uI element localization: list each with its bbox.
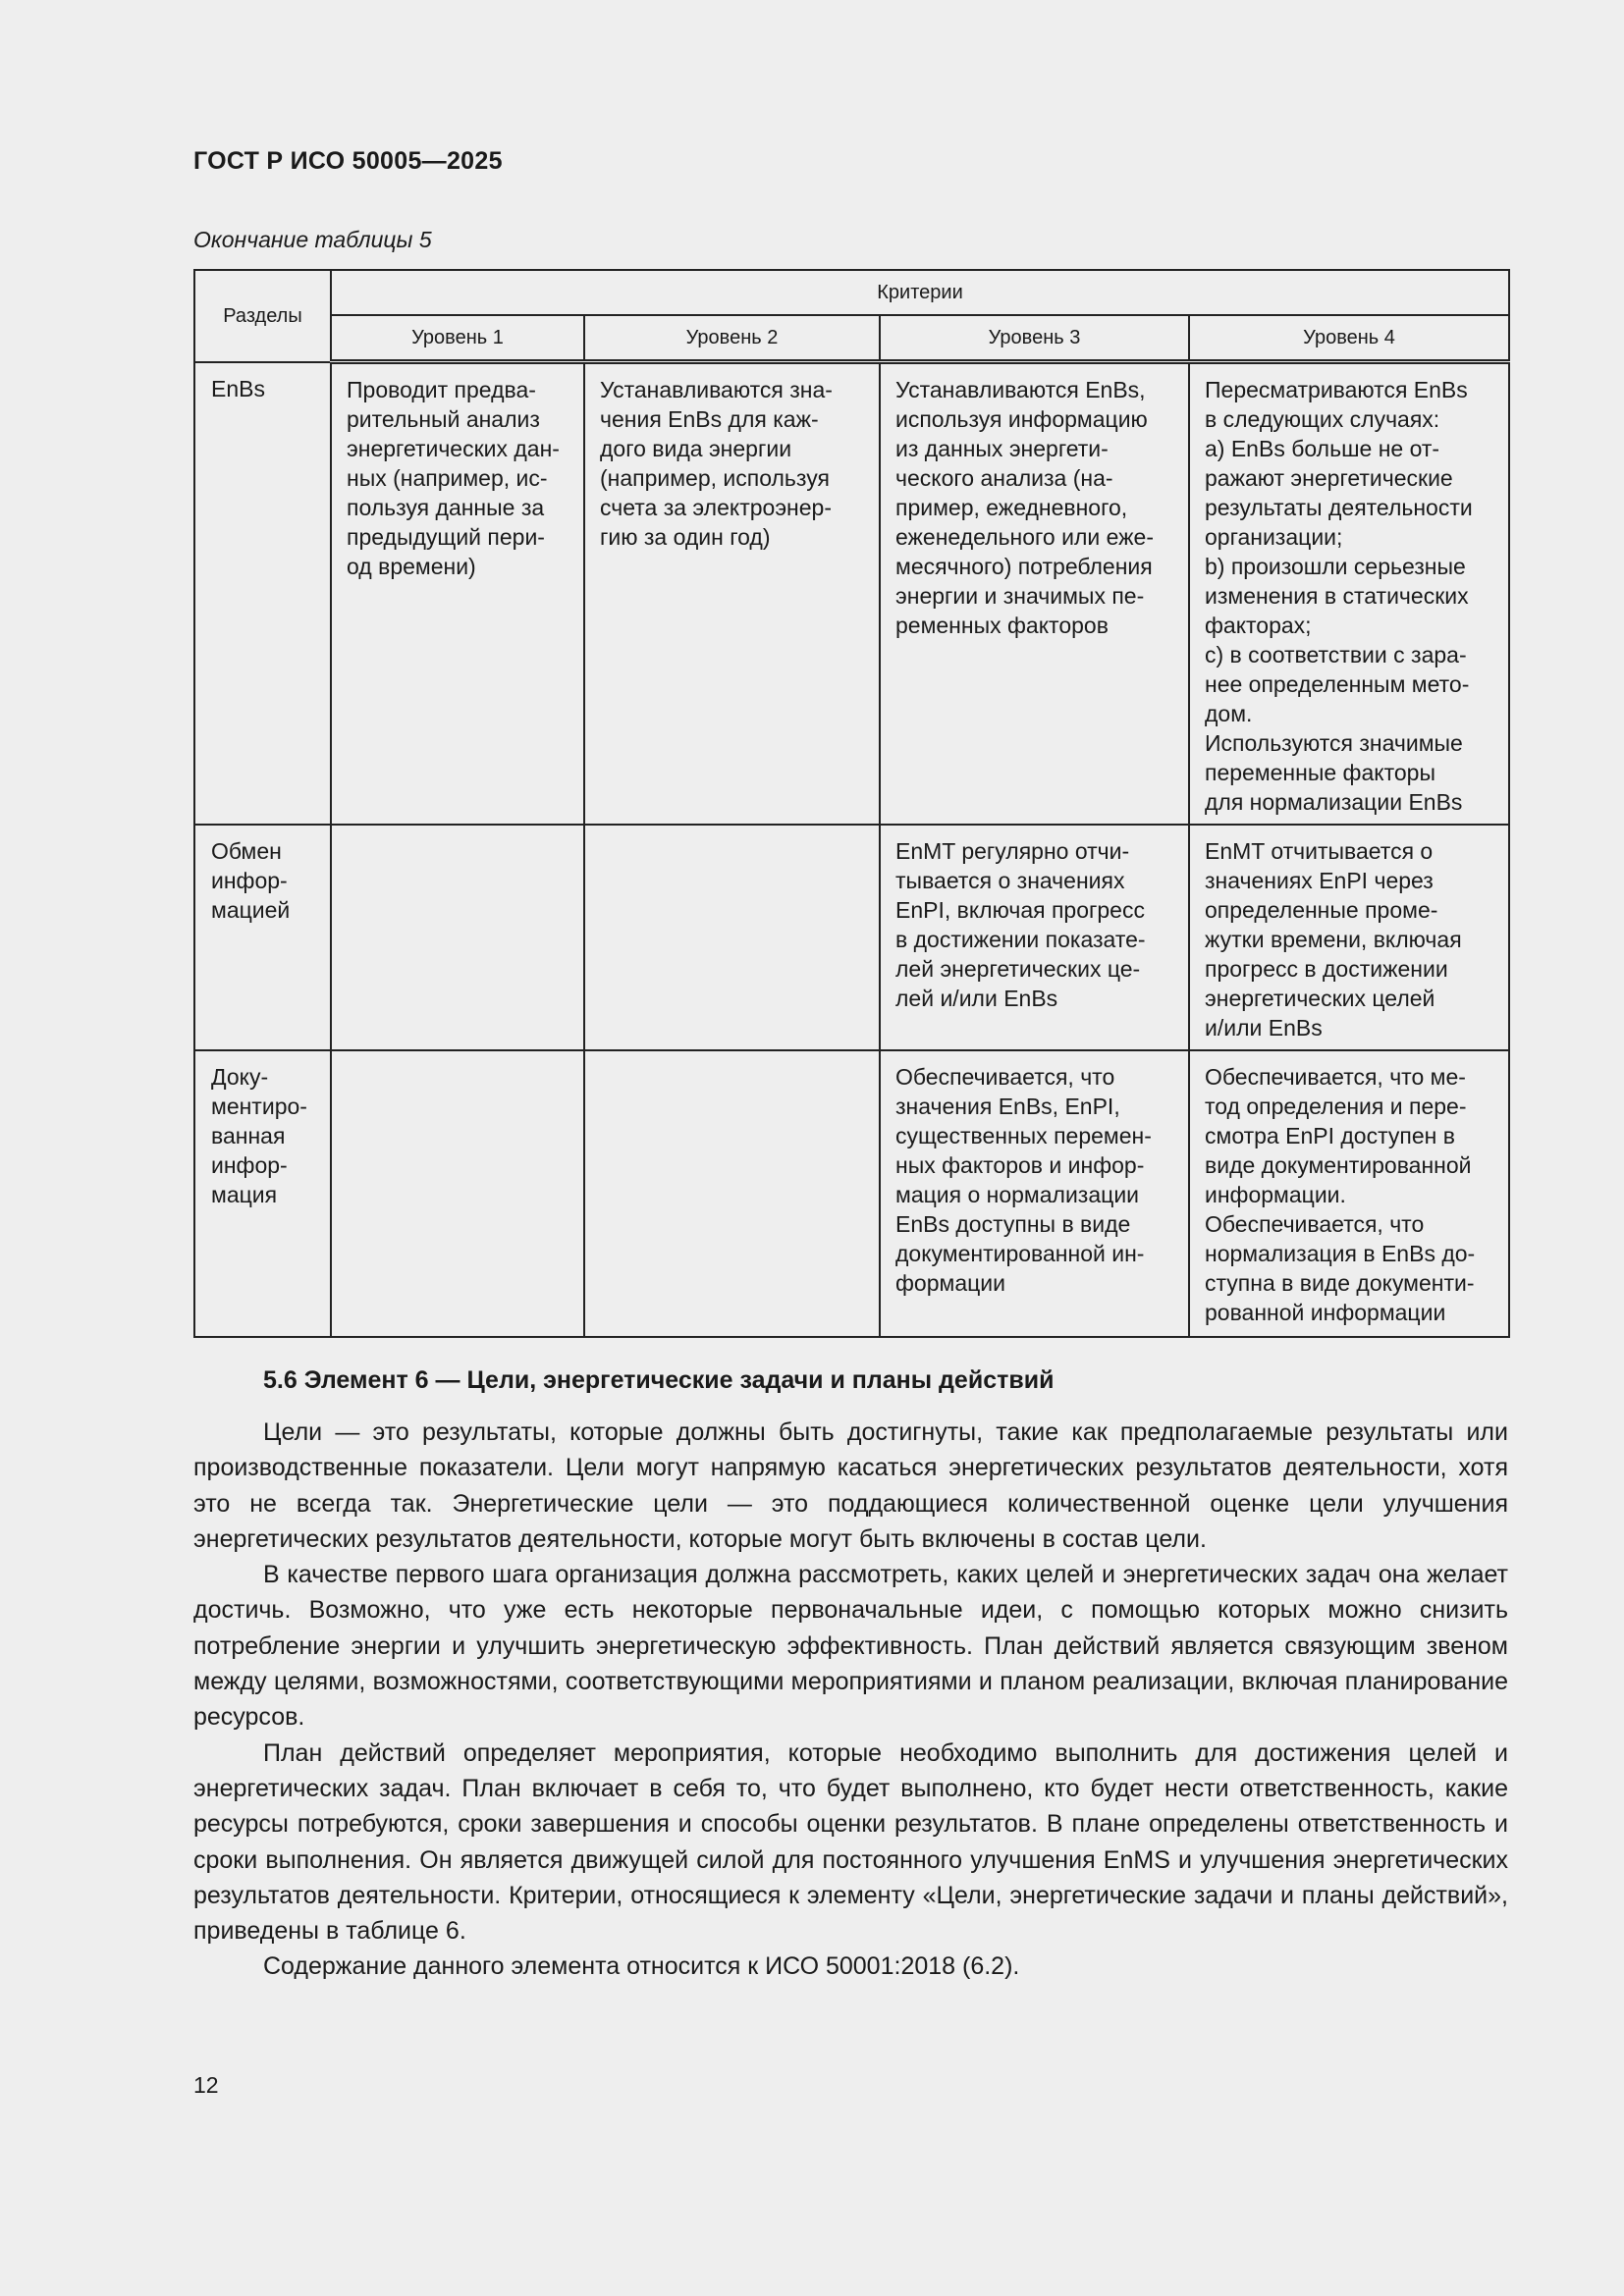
header-level-1: Уровень 1 [331, 315, 584, 362]
cell-line: гию за один год) [600, 524, 771, 550]
cell-line: мация [211, 1182, 278, 1207]
cell-line: виде документированной [1205, 1152, 1472, 1178]
page-number: 12 [193, 2072, 219, 2098]
cell-line: определенные проме- [1205, 897, 1438, 923]
criteria-cell-level-4 [1189, 1050, 1509, 1337]
cell-line: чения EnBs для каж- [600, 406, 819, 432]
cell-line: дом. [1205, 701, 1253, 726]
cell-line: счета за электроэнер- [600, 495, 832, 520]
criteria-cell-level-4 [1189, 362, 1509, 826]
cell-line: a) EnBs больше не от- [1205, 436, 1440, 461]
cell-line: используя информацию [895, 406, 1148, 432]
cell-line: факторах; [1205, 613, 1312, 638]
cell-line: Обеспечивается, что [1205, 1211, 1425, 1237]
cell-line: инфор- [211, 868, 288, 893]
cell-line: EnBs [211, 375, 265, 401]
table-body [194, 362, 1509, 1338]
cell-line: ременных факторов [895, 613, 1109, 638]
cell-line: Пересматриваются EnBs [1205, 377, 1468, 402]
cell-line: смотра EnPI доступен в [1205, 1123, 1455, 1148]
cell-line: (например, используя [600, 465, 830, 491]
cell-line: инфор- [211, 1152, 288, 1178]
cell-line: лей энергетических це- [895, 956, 1141, 982]
body-text [193, 1415, 1508, 1985]
cell-line: лей и/или EnBs [895, 986, 1058, 1011]
cell-line: для нормализации EnBs [1205, 789, 1463, 815]
header-criteria: Критерии [331, 270, 1509, 315]
cell-line: информации. [1205, 1182, 1346, 1207]
cell-line: Устанавливаются зна- [600, 377, 833, 402]
cell-line: Доку- [211, 1064, 269, 1090]
criteria-cell-level-3 [880, 825, 1189, 1050]
cell-line: пример, ежедневного, [895, 495, 1128, 520]
cell-line: дого вида энергии [600, 436, 792, 461]
cell-line: c) в соответствии с зара- [1205, 642, 1467, 667]
paragraph: Цели — это результаты, которые должны быть достигнуты, такие как предполагаемые результаты или производственные показатели. Цели могут напрямую касаться энергетических результатов деятельности, хотя это не всегда так. Энергетические цели — это поддающиеся количественной оценке цели улучшения энергетических результатов деятельности, которые могут быть включены в состав цели. [193, 1418, 1508, 1553]
header-level-2: Уровень 2 [584, 315, 880, 362]
cell-line: существенных перемен- [895, 1123, 1152, 1148]
criteria-cell-level-1 [331, 362, 584, 826]
cell-line: значения EnBs, EnPI, [895, 1094, 1120, 1119]
section-heading: 5.6 Элемент 6 — Цели, энергетические задачи и планы действий [263, 1366, 1055, 1394]
cell-line: EnPI, включая прогресс [895, 897, 1145, 923]
cell-line: еженедельного или еже- [895, 524, 1154, 550]
cell-line: Обмен [211, 838, 282, 864]
header-level-4: Уровень 4 [1189, 315, 1509, 362]
cell-line: рительный анализ [347, 406, 540, 432]
cell-line: тод определения и пере- [1205, 1094, 1467, 1119]
table-row [194, 362, 1509, 826]
cell-line: предыдущий пери- [347, 524, 545, 550]
row-section-cell [194, 1050, 331, 1337]
cell-line: энергии и значимых пе- [895, 583, 1145, 609]
criteria-cell-level-3 [880, 362, 1189, 826]
paragraph: В качестве первого шага организация должна рассмотреть, каких целей и энергетических задач она желает достичь. Возможно, что уже есть некоторые первоначальные идеи, с помощью которых можно снизить потребление энергии и улучшить энергетическую эффективность. План действий является связующим звеном между целями, возможностями, соответствующими мероприятиями и планом реализации, включая планирование ресурсов. [193, 1561, 1508, 1732]
cell-line: Устанавливаются EnBs, [895, 377, 1146, 402]
cell-line: организации; [1205, 524, 1343, 550]
criteria-cell-level-2 [584, 362, 880, 826]
document-header: ГОСТ Р ИСО 50005—2025 [193, 147, 503, 175]
table-caption: Окончание таблицы 5 [193, 227, 432, 252]
cell-line: мацией [211, 897, 291, 923]
cell-line: нее определенным мето- [1205, 671, 1470, 697]
header-level-3: Уровень 3 [880, 315, 1189, 362]
cell-line: изменения в статических [1205, 583, 1469, 609]
criteria-cell-level-4 [1189, 825, 1509, 1050]
cell-line: документированной ин- [895, 1241, 1145, 1266]
cell-line: рованной информации [1205, 1300, 1446, 1325]
row-section-cell [194, 825, 331, 1050]
header-sections: Разделы [194, 270, 331, 362]
cell-line: в следующих случаях: [1205, 406, 1440, 432]
cell-line: Обеспечивается, что ме- [1205, 1064, 1466, 1090]
cell-line: жутки времени, включая [1205, 927, 1462, 952]
cell-line: пользуя данные за [347, 495, 545, 520]
paragraph: План действий определяет мероприятия, которые необходимо выполнить для достижения целей и энергетических задач. План включает в себя то, что будет выполнено, кто будет нести ответственность, какие ресурсы потребуются, сроки завершения и способы оценки результатов. В плане определены ответственность и сроки выполнения. Он является движущей силой для постоянного улучшения EnMS и улучшения энергетических результатов деятельности. Критерии, относящиеся к элементу «Цели, энергетические задачи и планы действий», приведены в таблице 6. [193, 1738, 1508, 1946]
cell-line: ванная [211, 1123, 286, 1148]
criteria-cell-level-1 [331, 1050, 584, 1337]
table-row [194, 825, 1509, 1050]
cell-line: ражают энергетические [1205, 465, 1453, 491]
cell-line: ческого анализа (на- [895, 465, 1113, 491]
cell-line: энергетических дан- [347, 436, 560, 461]
table-row [194, 1050, 1509, 1337]
cell-line: ступна в виде документи- [1205, 1270, 1475, 1296]
cell-line: ных (например, ис- [347, 465, 548, 491]
criteria-cell-level-2 [584, 825, 880, 1050]
cell-line: Используются значимые [1205, 730, 1463, 756]
cell-line: значениях EnPI через [1205, 868, 1434, 893]
cell-line: энергетических целей [1205, 986, 1435, 1011]
cell-line: из данных энергети- [895, 436, 1109, 461]
criteria-table [193, 269, 1510, 1338]
cell-line: нормализация в EnBs до- [1205, 1241, 1476, 1266]
criteria-cell-level-3 [880, 1050, 1189, 1337]
cell-line: в достижении показате- [895, 927, 1146, 952]
cell-line: месячного) потребления [895, 554, 1153, 579]
criteria-cell-level-2 [584, 1050, 880, 1337]
cell-line: b) произошли серьезные [1205, 554, 1466, 579]
cell-line: и/или EnBs [1205, 1015, 1323, 1041]
cell-line: EnMT отчитывается о [1205, 838, 1434, 864]
cell-line: Проводит предва- [347, 377, 536, 402]
cell-line: од времени) [347, 554, 476, 579]
cell-line: мация о нормализации [895, 1182, 1140, 1207]
cell-line: ментиро- [211, 1094, 307, 1119]
cell-line: прогресс в достижении [1205, 956, 1448, 982]
cell-line: формации [895, 1270, 1005, 1296]
cell-line: EnMT регулярно отчи- [895, 838, 1130, 864]
criteria-cell-level-1 [331, 825, 584, 1050]
cell-line: результаты деятельности [1205, 495, 1473, 520]
row-section-cell [194, 362, 331, 826]
cell-line: Обеспечивается, что [895, 1064, 1115, 1090]
cell-line: переменные факторы [1205, 760, 1435, 785]
cell-line: ных факторов и инфор- [895, 1152, 1145, 1178]
cell-line: тывается о значениях [895, 868, 1125, 893]
paragraph: Содержание данного элемента относится к ИСО 50001:2018 (6.2). [263, 1952, 1020, 1981]
cell-line: EnBs доступны в виде [895, 1211, 1131, 1237]
